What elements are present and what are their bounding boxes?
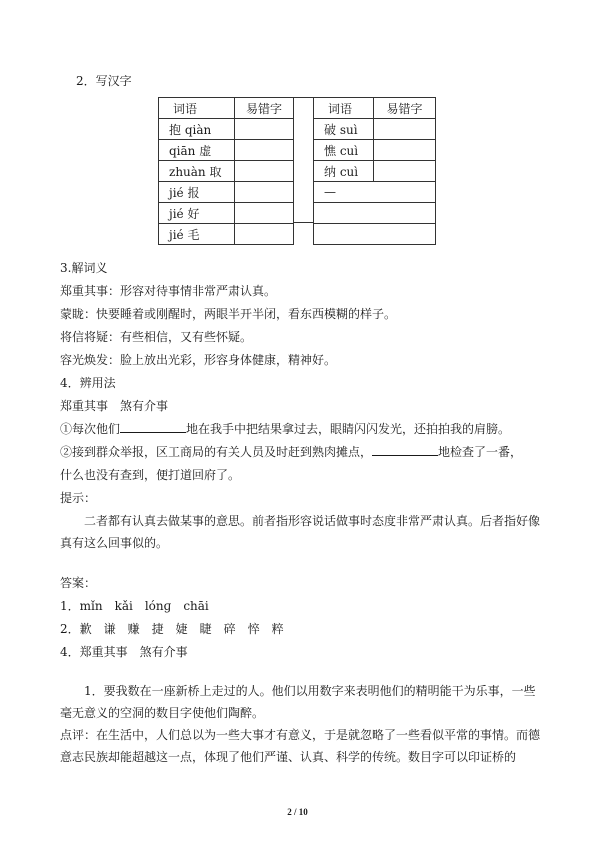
usage-sentence-2: ②接到群众举报，区工商局的有关人员及时赶到熟肉摊点， 地检查了一番， — [60, 445, 523, 459]
fill-blank-2 — [372, 443, 438, 456]
section-3-heading: 3.解词义 — [60, 261, 108, 275]
table-divider-column — [293, 97, 314, 223]
answers-label: 答案： — [60, 576, 97, 590]
hint-text: 二者都有认真去做某事的意思。前者指形容说话做事时态度非常严肃认真。后者指好像真有这么回事似的。 — [60, 514, 541, 550]
table-cell-blank — [374, 119, 436, 140]
answer-line: 4．郑重其事 煞有介事 — [60, 645, 188, 659]
table-cell-word: 纳 cuì — [314, 161, 374, 182]
table-cell-word: jié 报 — [159, 182, 235, 203]
table-cell-blank — [235, 161, 294, 182]
answer-line: 2．歉 谦 赚 捷 婕 睫 碎 悴 粹 — [60, 622, 284, 636]
table-cell-empty — [314, 224, 436, 245]
table-cell-word: jié 毛 — [159, 224, 235, 245]
definition-item: 将信将疑：有些相信，又有些怀疑。 — [60, 330, 253, 344]
table-cell-dash: — — [314, 182, 436, 203]
table-header-word: 词语 — [314, 98, 374, 119]
reading-commentary: 点评：在生活中，人们总以为一些大事才有意义，于是就忽略了一些看似平常的事情。而德意志民族却能超越这一点，体现了他们严谨、认真、科学的传统。数目字可以印证桥的 — [60, 728, 541, 764]
table-cell-word: jié 好 — [159, 203, 235, 224]
definition-item: 容光焕发：脸上放出光彩，形容身体健康，精神好。 — [60, 353, 337, 367]
fill-blank-1 — [120, 420, 186, 433]
answer-line: 1．mǐn kǎi lónɡ chāi — [60, 599, 209, 613]
table-cell-word: 憔 cuì — [314, 140, 374, 161]
table-cell-blank — [374, 161, 436, 182]
table-cell-blank — [235, 140, 294, 161]
table-cell-blank — [374, 140, 436, 161]
table-cell-empty — [314, 203, 436, 224]
word-pair: 郑重其事 煞有介事 — [60, 399, 169, 413]
hint-label: 提示： — [60, 491, 97, 505]
page-number: 2 / 10 — [287, 807, 308, 817]
section-4-heading: 4．辨用法 — [60, 376, 116, 390]
vocab-table-left — [158, 97, 294, 245]
usage-sentence-1: ①每次他们 地在我手中把结果拿过去，眼睛闪闪发光，还拍拍我的肩膀。 — [60, 422, 511, 436]
table-cell-word: zhuàn 取 — [159, 161, 235, 182]
table-cell-blank — [235, 203, 294, 224]
table-cell-word: qiān 虚 — [159, 140, 235, 161]
table-header-error: 易错字 — [374, 98, 436, 119]
table-cell-word: 破 suì — [314, 119, 374, 140]
section-2-heading: 2．写汉字 — [76, 74, 132, 88]
definition-item: 蒙眬：快要睡着或刚醒时，两眼半开半闭，看东西模糊的样子。 — [60, 307, 397, 321]
usage-sentence-2-cont: 什么也没有查到，便打道回府了。 — [60, 468, 241, 482]
table-header-error: 易错字 — [235, 98, 294, 119]
reading-paragraph-1: 1．要我数在一座新桥上走过的人。他们以用数字来表明他们的精明能干为乐事，一些毫无意义的空洞的数目字使他们陶醉。 — [60, 684, 536, 720]
table-cell-blank — [235, 119, 294, 140]
table-cell-blank — [235, 224, 294, 245]
vocab-table-right — [313, 97, 436, 245]
definition-item: 郑重其事：形容对待事情非常严肃认真。 — [60, 284, 277, 298]
table-header-word: 词语 — [159, 98, 235, 119]
table-cell-blank — [235, 182, 294, 203]
table-cell-word: 抱 qiàn — [159, 119, 235, 140]
